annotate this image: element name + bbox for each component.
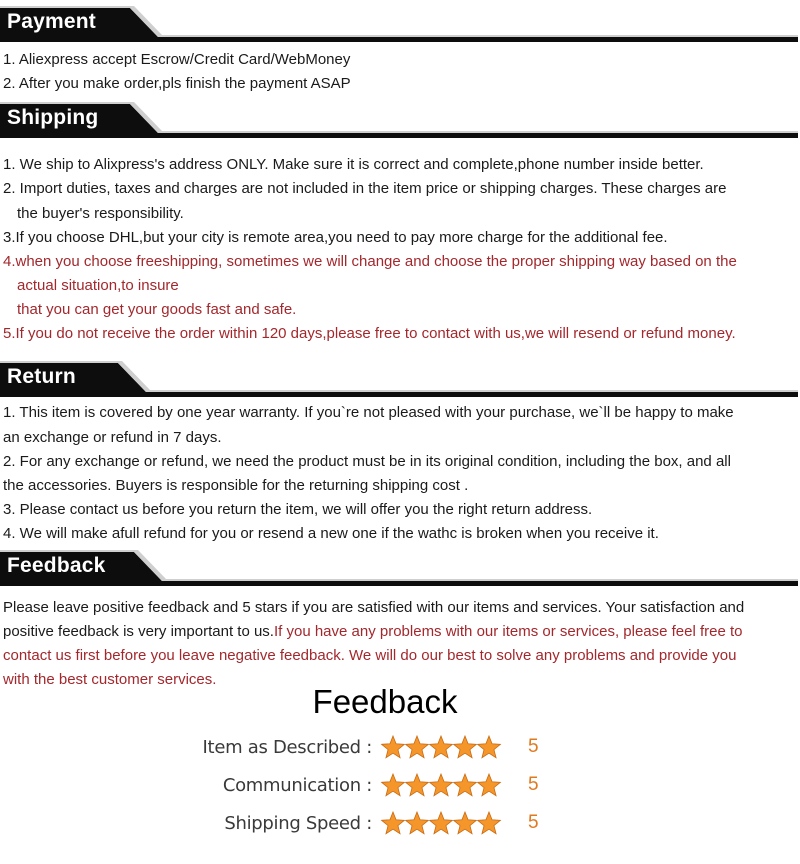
- stars-svg: [380, 809, 504, 839]
- star-icon: [454, 812, 477, 834]
- rating-row-communication: [0, 771, 800, 801]
- star-rating: [380, 733, 504, 763]
- rating-label: Shipping Speed :: [224, 813, 372, 834]
- star-icon: [406, 774, 429, 796]
- ratings-title: Feedback: [312, 683, 458, 720]
- header-banner-shape: [0, 102, 800, 138]
- star-icon: [478, 774, 501, 796]
- star-icon: [382, 736, 405, 758]
- payment-line-2: 2. After you make order,pls finish the payment ASAP: [3, 75, 351, 92]
- shipping-line-4: 4.when you choose freeshipping, sometimes we will change and choose the proper shipping way based on the: [3, 253, 737, 270]
- feedback-line-2-red: If you have any problems with our items or services, please feel free to: [273, 623, 743, 640]
- payment-line-1: 1. Aliexpress accept Escrow/Credit Card/WebMoney: [3, 51, 351, 68]
- shipping-line-3: 3.If you choose DHL,but your city is remote area,you need to pay more charge for the additional fee.: [3, 229, 668, 246]
- shipping-line-4-cont-2: that you can get your goods fast and safe.: [17, 301, 297, 318]
- star-icon: [430, 812, 453, 834]
- return-title: Return: [7, 365, 76, 388]
- payment-title: Payment: [7, 10, 96, 33]
- feedback-line-2: [3, 622, 743, 642]
- rating-row-item-described: [0, 733, 800, 763]
- feedback-header: [0, 550, 800, 586]
- return-line-1: 1. This item is covered by one year warranty. If you`re not pleased with your purchase, we`ll be happy to make: [3, 404, 734, 421]
- rating-score: 5: [528, 812, 539, 833]
- star-icon: [454, 774, 477, 796]
- shipping-line-4-cont: actual situation,to insure: [17, 277, 179, 294]
- feedback-title: Feedback: [7, 554, 106, 577]
- return-line-2: 2. For any exchange or refund, we need the product must be in its original condition, including the box, and all: [3, 453, 731, 470]
- return-line-4: 4. We will make afull refund for you or resend a new one if the wathc is broken when you receive it.: [3, 525, 659, 542]
- star-rating: [380, 771, 504, 801]
- feedback-line-3: contact us first before you leave negative feedback. We will do our best to solve any problems and provide you: [3, 647, 737, 664]
- star-icon: [454, 736, 477, 758]
- return-line-2-cont: the accessories. Buyers is responsible for the returning shipping cost .: [3, 477, 469, 494]
- header-banner-shape: [0, 6, 800, 42]
- rating-label: Communication :: [222, 775, 372, 796]
- rating-label: Item as Described :: [202, 737, 372, 758]
- star-icon: [478, 812, 501, 834]
- rating-row-shipping-speed: [0, 809, 800, 839]
- shipping-header: [0, 102, 800, 138]
- return-header: [0, 361, 800, 397]
- shipping-line-2: 2. Import duties, taxes and charges are not included in the item price or shipping charges. These charges are: [3, 180, 727, 197]
- feedback-line-4: with the best customer services.: [3, 671, 217, 688]
- star-icon: [406, 736, 429, 758]
- return-line-1-cont: an exchange or refund in 7 days.: [3, 429, 222, 446]
- rating-score: 5: [528, 774, 539, 795]
- star-icon: [406, 812, 429, 834]
- star-icon: [430, 736, 453, 758]
- rating-score: 5: [528, 736, 539, 757]
- stars-svg: [380, 733, 504, 763]
- star-icon: [382, 812, 405, 834]
- header-banner-shape: [0, 550, 800, 586]
- payment-header: [0, 6, 800, 42]
- star-icon: [430, 774, 453, 796]
- feedback-line-2-black: positive feedback is very important to us.: [3, 623, 274, 640]
- star-icon: [478, 736, 501, 758]
- shipping-line-1: 1. We ship to Alixpress's address ONLY. Make sure it is correct and complete,phone number inside better.: [3, 156, 704, 173]
- star-icon: [382, 774, 405, 796]
- shipping-line-5: 5.If you do not receive the order within 120 days,please free to contact with us,we will resend or refund money.: [3, 325, 736, 342]
- shipping-line-2-cont: the buyer's responsibility.: [17, 205, 184, 222]
- stars-svg: [380, 771, 504, 801]
- star-rating: [380, 809, 504, 839]
- shipping-title: Shipping: [7, 106, 99, 129]
- return-line-3: 3. Please contact us before you return the item, we will offer you the right return address.: [3, 501, 593, 518]
- header-banner-shape: [0, 361, 800, 397]
- feedback-line-1: Please leave positive feedback and 5 stars if you are satisfied with our items and services. Your satisfaction and: [3, 599, 745, 616]
